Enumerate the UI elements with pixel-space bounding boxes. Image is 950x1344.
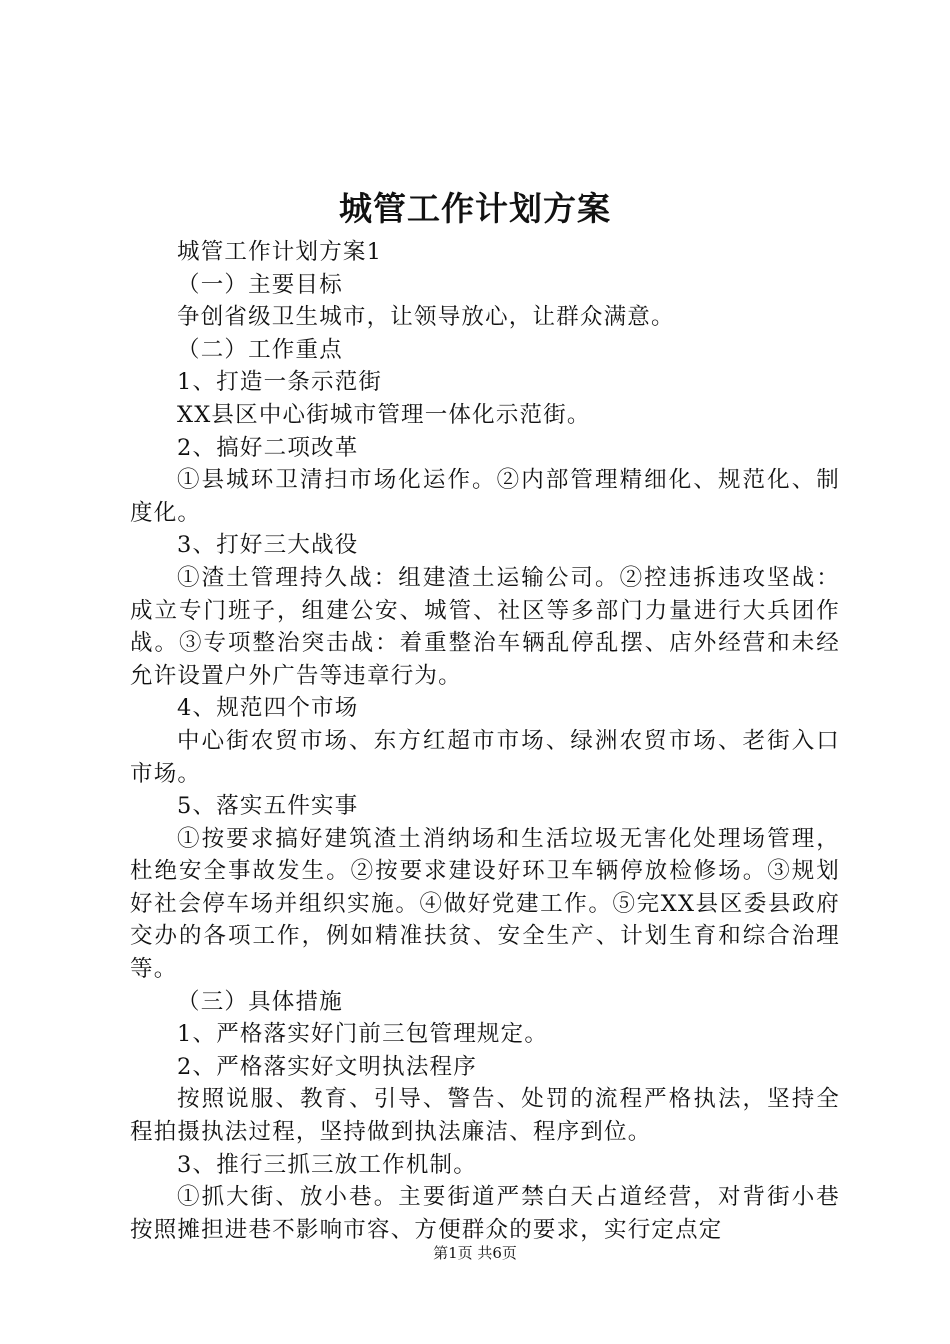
item-two-reforms: 2、搞好二项改革 xyxy=(177,434,359,461)
item-three-grasp: 3、推行三抓三放工作机制。 xyxy=(177,1151,477,1178)
paragraph-five-tasks: ①按要求搞好建筑渣土消纳场和生活垃圾无害化处理场管理，杜绝安全事故发生。②按要求建设好环卫车辆停放检修场。③规划好社会停车场并组织实施。④做好党建工作。⑤完XX县区委县政府交办的各项工作，例如精准扶贫、安全生产、计划生育和综合治理等。 xyxy=(130,825,840,983)
paragraph-four-markets: 中心街农贸市场、东方红超市市场、绿洲农贸市场、老街入口市场。 xyxy=(130,727,840,787)
item-demo-street: 1、打造一条示范街 xyxy=(177,369,383,396)
page-footer: 第1页 共6页 xyxy=(433,1244,517,1262)
document-title: 城管工作计划方案 xyxy=(339,189,611,228)
paragraph-three-grasp: ①抓大街、放小巷。主要街道严禁白天占道经营，对背街小巷按照摊担进巷不影响市容、方便群众的要求，实行定点定 xyxy=(130,1184,840,1243)
document-body xyxy=(130,236,840,1246)
paragraph-goal: 争创省级卫生城市，让领导放心，让群众满意。 xyxy=(177,304,675,331)
item-civil-enforcement: 2、严格落实好文明执法程序 xyxy=(177,1053,477,1080)
heading-work-focus: （二）工作重点 xyxy=(177,336,343,363)
item-three-campaigns: 3、打好三大战役 xyxy=(177,532,359,559)
paragraph-three-campaigns: ①渣土管理持久战：组建渣土运输公司。②控违拆违攻坚战：成立专门班子，组建公安、城管、社区等多部门力量进行大兵团作战。③专项整治突击战：着重整治车辆乱停乱摆、店外经营和未经允许设置户外广告等违章行为。 xyxy=(130,564,840,689)
item-three-guarantees: 1、严格落实好门前三包管理规定。 xyxy=(177,1021,549,1048)
paragraph-demo-street: XX县区中心街城市管理一体化示范街。 xyxy=(177,401,591,428)
paragraph-civil-enforcement: 按照说服、教育、引导、警告、处罚的流程严格执法，坚持全程拍摄执法过程，坚持做到执法廉洁、程序到位。 xyxy=(130,1086,840,1146)
heading-main-goal: （一）主要目标 xyxy=(177,271,343,298)
heading-plan-1: 城管工作计划方案1 xyxy=(177,239,383,265)
item-four-markets: 4、规范四个市场 xyxy=(177,695,359,722)
item-five-tasks: 5、落实五件实事 xyxy=(177,793,359,820)
heading-specific-measures: （三）具体措施 xyxy=(177,988,343,1015)
paragraph-two-reforms: ①县城环卫清扫市场化运作。②内部管理精细化、规范化、制度化。 xyxy=(130,467,840,526)
